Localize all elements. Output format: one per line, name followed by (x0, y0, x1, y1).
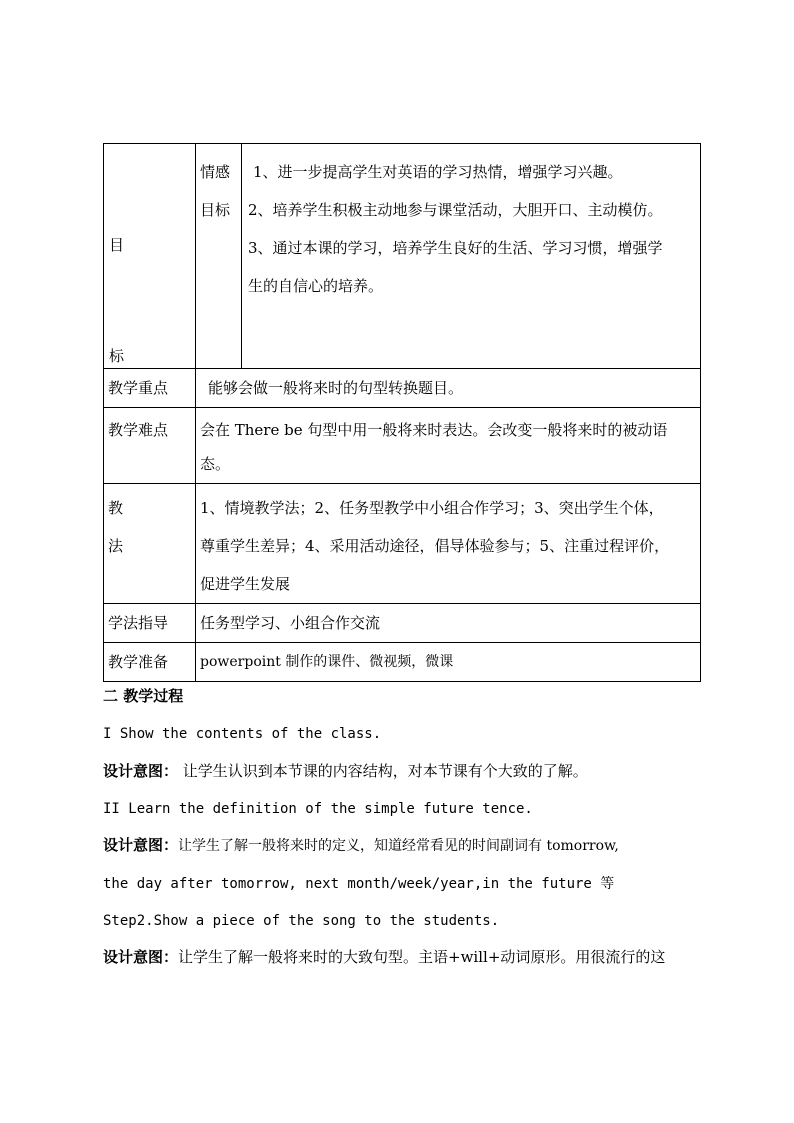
step-2: II Learn the definition of the simple future tence. (103, 801, 533, 817)
lesson-plan-table (103, 143, 701, 682)
design-label: 设计意图： (103, 762, 179, 780)
prep-label: 教学准备 (104, 643, 196, 682)
method-line-3: 促进学生发展 (200, 575, 291, 593)
goal-label-bottom: 标 (109, 347, 125, 365)
design-label: 设计意图： (103, 948, 179, 966)
emotion-item-2: 2、培养学生积极主动地参与课堂活动，大胆开口、主动模仿。 (248, 201, 663, 219)
emotion-item-4: 生的自信心的培养。 (248, 277, 384, 295)
intent-1: 设计意图： 让学生认识到本节课的内容结构，对本节课有个大致的了解。 (103, 762, 588, 780)
study-text: 任务型学习、小组合作交流 (196, 604, 701, 643)
difficulty-label: 教学难点 (104, 408, 196, 484)
step-1: I Show the contents of the class. (103, 726, 382, 742)
method-line-2: 尊重学生差异；4、采用活动途径，倡导体验参与；5、注重过程评价， (200, 537, 670, 555)
emotion-label-cell (196, 144, 242, 369)
emotion-item-1: 1、进一步提高学生对英语的学习热情，增强学习兴趣。 (253, 163, 623, 181)
goal-label-top: 目 (109, 236, 125, 254)
key-point-row (104, 369, 701, 408)
study-row (104, 604, 701, 643)
method-text (196, 484, 701, 604)
prep-row (104, 643, 701, 682)
emotion-label-2: 目标 (200, 201, 231, 219)
method-label: 教 法 (104, 484, 196, 604)
study-label: 学法指导 (104, 604, 196, 643)
method-line-1: 1、情境教学法；2、任务型教学中小组合作学习；3、突出学生个体， (200, 499, 664, 517)
emotion-goals-cell (242, 144, 701, 369)
difficulty-line-1: 会在 There be 句型中用一般将来时表达。会改变一般将来时的被动语 (200, 421, 668, 439)
design-label: 设计意图： (103, 836, 179, 854)
difficulty-row (104, 408, 701, 484)
goal-label-cell (104, 144, 196, 369)
method-row (104, 484, 701, 604)
key-point-text: 能够会做一般将来时的句型转换题目。 (196, 369, 701, 408)
goal-row (104, 144, 701, 369)
emotion-item-3: 3、通过本课的学习，培养学生良好的生活、学习习惯，增强学 (248, 239, 663, 257)
prep-text: powerpoint 制作的课件、微视频，微课 (196, 643, 701, 682)
step-3: Step2.Show a piece of the song to the students. (103, 913, 500, 929)
emotion-label-1: 情感 (200, 163, 231, 181)
difficulty-line-2: 态。 (200, 455, 231, 473)
difficulty-text (196, 408, 701, 484)
process-heading: 二 教学过程 (103, 687, 184, 705)
intent-2: 设计意图：让学生了解一般将来时的定义，知道经常看见的时间副词有 tomorrow, (103, 836, 619, 854)
intent-2-line-2: the day after tomorrow, next month/week/year,in the future 等 (103, 876, 615, 892)
key-point-label: 教学重点 (104, 369, 196, 408)
intent-3: 设计意图：让学生了解一般将来时的大致句型。主语+will+动词原形。用很流行的这 (103, 948, 666, 966)
